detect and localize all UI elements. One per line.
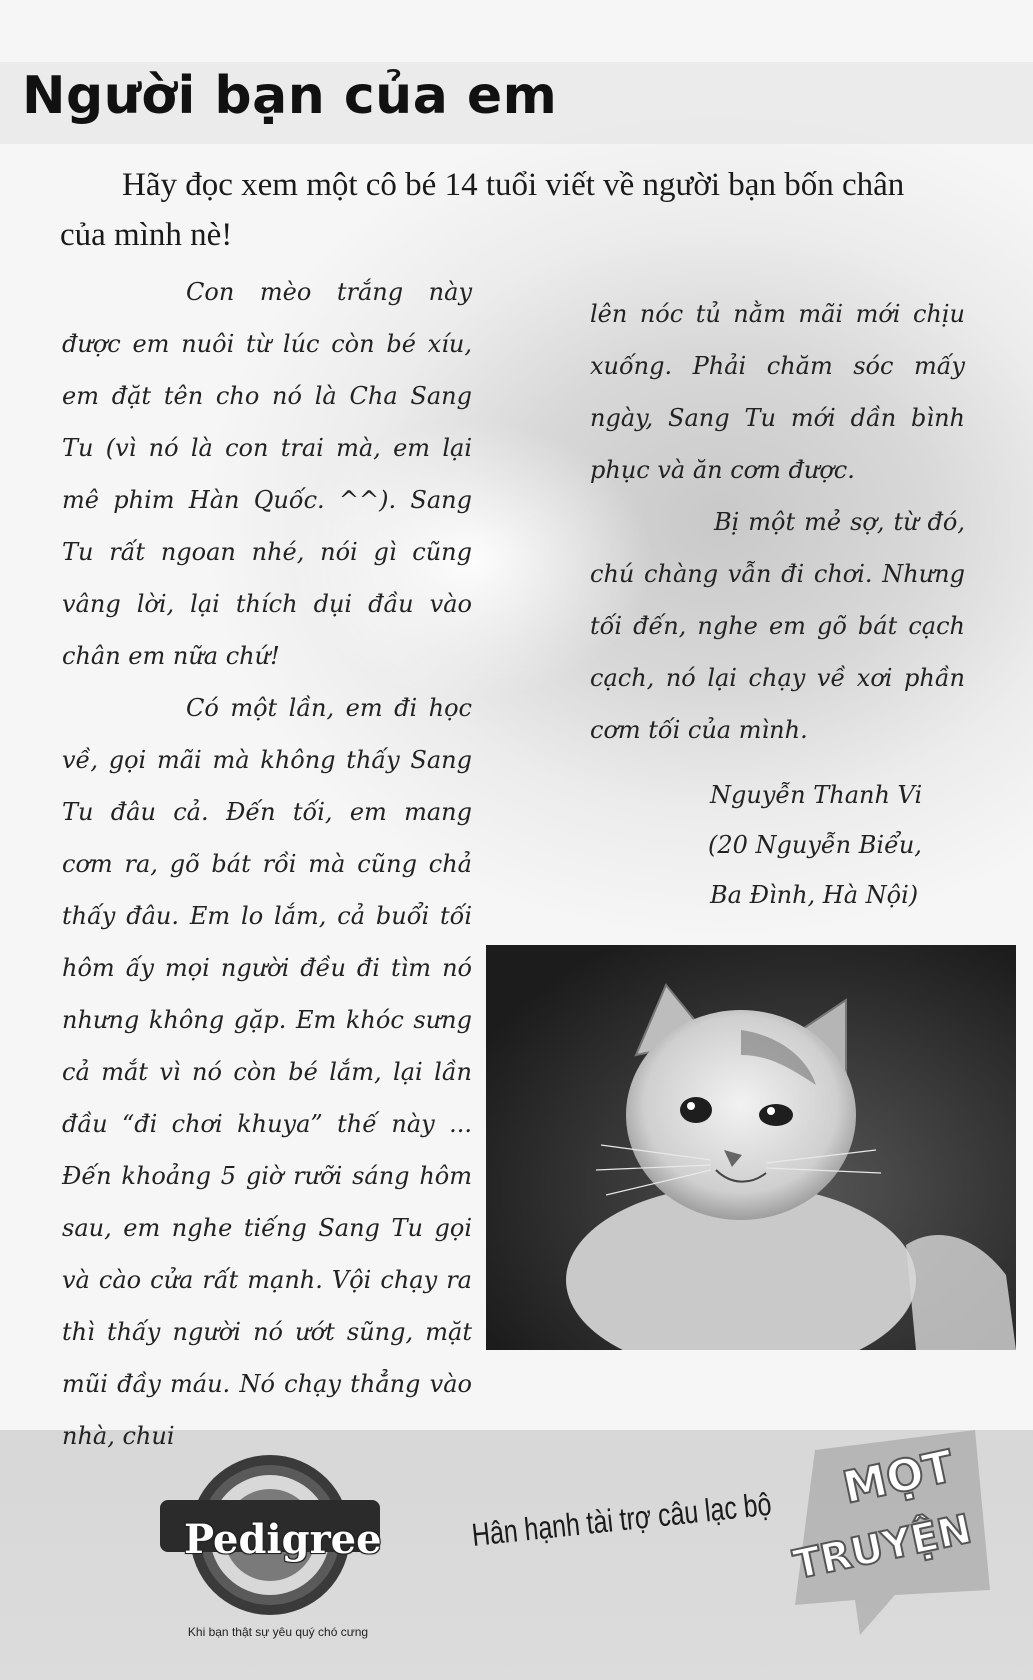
body-paragraph: Bị một mẻ sợ, từ đó, chú chàng vẫn đi chơi. Nhưng tối đến, nghe em gõ bát cạch cạch, nó lại chạy về xơi phần cơm tối của mình. (590, 508, 965, 744)
author-signature (710, 770, 990, 920)
pedigree-brand: Pedigree (184, 1516, 382, 1563)
body-paragraph: lên nóc tủ nằm mãi mới chịu xuống. Phải chăm sóc mấy ngày, Sang Tu mới dần bình phục và ăn cơm được. (590, 300, 965, 484)
body-paragraph: Có một lần, em đi học về, gọi mãi mà không thấy Sang Tu đâu cả. Đến tối, em mang cơm ra, gõ bát rồi mà cũng chả thấy đâu. Em lo lắm, cả buổi tối hôm ấy mọi người đều đi tìm nó nhưng không gặp. Em khóc sưng cả mắt vì nó còn bé lắm, lại lần đầu “đi chơi khuya” thế này ... Đến khoảng 5 giờ rưỡi sáng hôm sau, em nghe tiếng Sang Tu gọi và cào cửa rất mạnh. Vội chạy ra thì thấy người nó ướt sũng, mặt mũi đầy máu. Nó chạy thẳng vào nhà, chui (62, 694, 472, 1450)
left-column (62, 266, 472, 1462)
body-paragraph: Con mèo trắng này được em nuôi từ lúc còn bé xíu, em đặt tên cho nó là Cha Sang Tu (vì nó là con trai mà, em lại mê phim Hàn Quốc. ^^). Sang Tu rất ngoan nhé, nói gì cũng vâng lời, lại thích dụi đầu vào chân em nữa chứ! (62, 278, 472, 670)
pedigree-tagline: Khi bạn thật sự yêu quý chó cưng (187, 1625, 369, 1639)
right-column (590, 288, 965, 756)
kitten-photo (486, 945, 1016, 1350)
article-intro: Hãy đọc xem một cô bé 14 tuổi viết về người bạn bốn chân của mình nè! (60, 167, 905, 253)
kitten-illustration (486, 945, 1016, 1350)
mot-truyen-watermark (775, 1420, 1000, 1640)
author-address: Ba Đình, Hà Nội) (710, 881, 919, 909)
author-address: (20 Nguyễn Biểu, (708, 831, 922, 859)
sponsor-message: Hân hạnh tài trợ câu lạc bộ (470, 1485, 773, 1553)
author-name: Nguyễn Thanh Vi (710, 781, 923, 809)
article-title: Người bạn của em (22, 66, 558, 126)
watermark-text: MỌT (838, 1440, 958, 1514)
watermark-text: TRUYỆN (789, 1506, 976, 1589)
